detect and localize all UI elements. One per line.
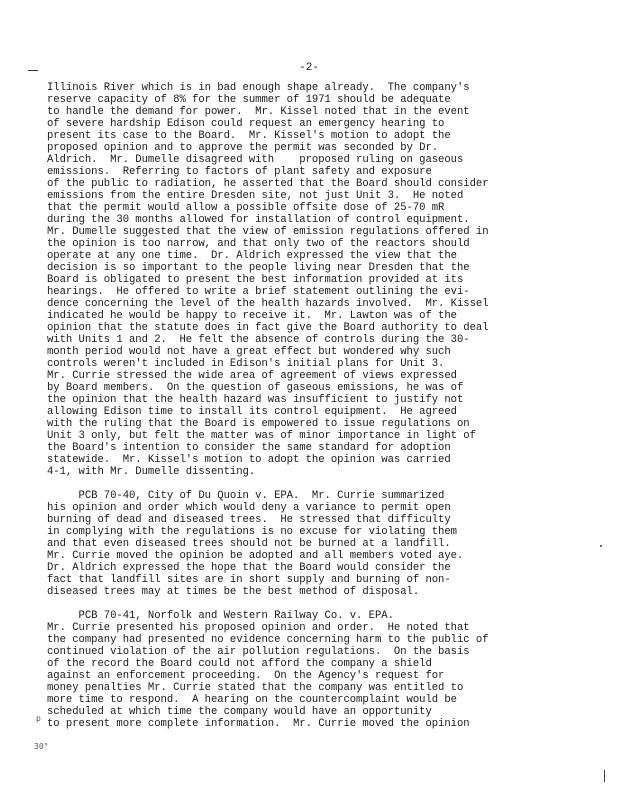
- minutes-body-text: [47, 82, 613, 730]
- text-line: the Board's intention to consider the same standard for adoption: [47, 442, 451, 454]
- text-line: of severe hardship Edison could request an emergency hearing to: [47, 118, 445, 130]
- text-line: during the 30 months allowed for installation of control equipment.: [47, 214, 470, 226]
- text-line: reserve capacity of 8% for the summer of 1971 should be adequate: [47, 94, 451, 106]
- text-line: of the record the Board could not afford the company a shield: [47, 658, 432, 670]
- text-line: proposed opinion and to approve the permit was seconded by Dr.: [47, 142, 439, 154]
- text-line: by Board members. On the question of gaseous emissions, he was of: [47, 382, 464, 394]
- text-line: the opinion is too narrow, and that only two of the reactors should: [47, 238, 470, 250]
- text-line: the company had presented no evidence concerning harm to the public of: [47, 634, 489, 646]
- text-line: against an enforcement proceeding. On the Agency's request for: [47, 670, 445, 682]
- text-line: Mr. Currie presented his proposed opinion and order. He noted that: [47, 622, 470, 634]
- text-line: 4-1, with Mr. Dumelle dissenting.: [47, 466, 256, 478]
- text-line: hearings. He offered to write a brief statement outlining the evi-: [47, 286, 470, 298]
- text-line: and that even diseased trees should not be burned at a landfill.: [47, 538, 451, 550]
- text-line: continued violation of the air pollution regulations. On the basis: [47, 646, 470, 658]
- margin-mark-degree: 30°: [34, 742, 49, 751]
- paragraph-gap: [47, 598, 613, 610]
- text-line: of the public to radiation, he asserted that the Board should consider: [47, 178, 489, 190]
- text-line: statewide. Mr. Kissel's motion to adopt the opinion was carried: [47, 454, 451, 466]
- text-line: burning of dead and diseased trees. He stressed that difficulty: [47, 514, 451, 526]
- text-line: Mr. Currie moved the opinion be adopted and all members voted aye.: [47, 550, 464, 562]
- text-line: that the permit would allow a possible offsite dose of 25-70 mR: [47, 202, 445, 214]
- margin-tick-right: [604, 770, 605, 782]
- text-line: opinion that the statute does in fact give the Board authority to deal: [47, 322, 489, 334]
- page-number: -2-: [299, 62, 319, 74]
- text-line: with Units 1 and 2. He felt the absence of controls during the 30-: [47, 334, 470, 346]
- text-line: emissions. Referring to factors of plant safety and exposure: [47, 166, 432, 178]
- text-line: in complying with the regulations is no excuse for violating them: [47, 526, 457, 538]
- text-line: controls weren't included in Edison's initial plans for Unit 3.: [47, 358, 445, 370]
- paragraph-gap: [47, 478, 613, 490]
- text-line: his opinion and order which would deny a variance to permit open: [47, 502, 451, 514]
- text-line: Dr. Aldrich expressed the hope that the Board would consider the: [47, 562, 451, 574]
- text-line: to present more complete information. Mr. Currie moved the opinion: [47, 718, 470, 730]
- text-line: allowing Edison time to install its control equipment. He agreed: [47, 406, 457, 418]
- text-line: more time to respond. A hearing on the countercomplaint would be: [47, 694, 457, 706]
- text-line: dence concerning the level of the health hazards involved. Mr. Kissel: [47, 298, 489, 310]
- text-line: emissions from the entire Dresden site, not just Unit 3. He noted: [47, 190, 464, 202]
- text-line: Mr. Currie stressed the wide area of agreement of views expressed: [47, 370, 457, 382]
- text-line: indicated he would be happy to receive it. Mr. Lawton was of the: [47, 310, 457, 322]
- text-line: to handle the demand for power. Mr. Kissel noted that in the event: [47, 106, 470, 118]
- text-line: Board is obligated to present the best information provided at its: [47, 274, 464, 286]
- text-line: diseased trees may at times be the best method of disposal.: [47, 586, 420, 598]
- text-line: money penalties Mr. Currie stated that the company was entitled to: [47, 682, 464, 694]
- margin-speck: [600, 545, 602, 547]
- text-line: operate at any one time. Dr. Aldrich expressed the view that the: [47, 250, 457, 262]
- text-line: Unit 3 only, but felt the matter was of minor importance in light of: [47, 430, 476, 442]
- text-line: fact that landfill sites are in short supply and burning of non-: [47, 574, 451, 586]
- text-line: Illinois River which is in bad enough shape already. The company's: [47, 82, 470, 94]
- text-line: scheduled at which time the company would have an opportunity: [47, 706, 432, 718]
- text-line: month period would not have a great effect but wondered why such: [47, 346, 451, 358]
- text-line: Aldrich. Mr. Dumelle disagreed with proposed ruling on gaseous: [47, 154, 464, 166]
- text-line: the opinion that the health hazard was insufficient to justify not: [47, 394, 464, 406]
- margin-mark-p: p: [36, 714, 41, 723]
- text-line: PCB 70-41, Norfolk and Western Railway Co. v. EPA.: [47, 610, 394, 622]
- text-line: present its case to the Board. Mr. Kissel's motion to adopt the: [47, 130, 451, 142]
- text-line: decision is so important to the people living near Dresden that the: [47, 262, 470, 274]
- text-line: with the ruling that the Board is empowered to issue regulations on: [47, 418, 470, 430]
- text-line: Mr. Dumelle suggested that the view of emission regulations offered in: [47, 226, 489, 238]
- text-line: PCB 70-40, City of Du Quoin v. EPA. Mr. Currie summarized: [47, 490, 445, 502]
